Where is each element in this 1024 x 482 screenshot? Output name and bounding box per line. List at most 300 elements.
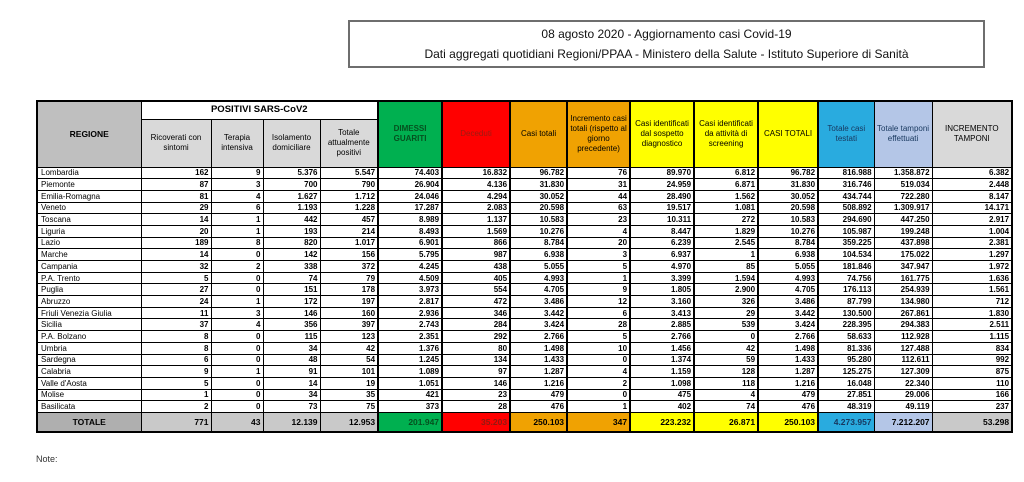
- region-name-cell: Liguria: [37, 225, 141, 237]
- value-cell: 3: [567, 249, 630, 261]
- region-name-cell: Valle d'Aosta: [37, 377, 141, 389]
- value-cell: 5: [567, 261, 630, 273]
- value-cell: 1.433: [510, 354, 567, 366]
- value-cell: 326: [694, 296, 758, 308]
- region-name-cell: Molise: [37, 389, 141, 401]
- value-cell: 3.973: [378, 284, 442, 296]
- value-cell: 146: [442, 377, 510, 389]
- value-cell: 75: [320, 401, 378, 413]
- value-cell: 20.598: [758, 202, 818, 214]
- value-cell: 1: [567, 272, 630, 284]
- value-cell: 6: [567, 307, 630, 319]
- table-row: [37, 167, 1012, 179]
- region-name-cell: Basilicata: [37, 401, 141, 413]
- value-cell: 30.052: [510, 190, 567, 202]
- value-cell: 30.052: [758, 190, 818, 202]
- value-cell: 1.829: [694, 225, 758, 237]
- value-cell: 1.245: [378, 354, 442, 366]
- value-cell: 31: [567, 179, 630, 191]
- value-cell: 4.970: [630, 261, 694, 273]
- value-cell: 178: [320, 284, 378, 296]
- value-cell: 1.159: [630, 366, 694, 378]
- region-name-cell: Sardegna: [37, 354, 141, 366]
- value-cell: 3.486: [510, 296, 567, 308]
- value-cell: 1.569: [442, 225, 510, 237]
- table-row: [37, 331, 1012, 343]
- column-header-terapia-intensiva: Terapia intensiva: [211, 119, 263, 167]
- value-cell: 31.830: [510, 179, 567, 191]
- value-cell: 54: [320, 354, 378, 366]
- table-row: [37, 202, 1012, 214]
- value-cell: 89.970: [630, 167, 694, 179]
- value-cell: 1.498: [758, 342, 818, 354]
- value-cell: 3.442: [510, 307, 567, 319]
- value-cell: 6.812: [694, 167, 758, 179]
- table-row: [37, 179, 1012, 191]
- column-header-casi-testati: Totale casi testati: [818, 101, 874, 167]
- value-cell: 91: [263, 366, 320, 378]
- value-cell: 43: [211, 412, 263, 432]
- value-cell: 12.953: [320, 412, 378, 432]
- value-cell: 508.892: [818, 202, 874, 214]
- value-cell: 101: [320, 366, 378, 378]
- column-group-positivi: POSITIVI SARS-CoV2: [141, 101, 378, 119]
- value-cell: 0: [211, 354, 263, 366]
- value-cell: 16.832: [442, 167, 510, 179]
- value-cell: 3: [211, 307, 263, 319]
- value-cell: 10.583: [510, 214, 567, 226]
- value-cell: 2.766: [630, 331, 694, 343]
- value-cell: 6.901: [378, 237, 442, 249]
- value-cell: 79: [320, 272, 378, 284]
- value-cell: 87.799: [818, 296, 874, 308]
- value-cell: 447.250: [874, 214, 932, 226]
- value-cell: 80: [442, 342, 510, 354]
- value-cell: 8.784: [758, 237, 818, 249]
- value-cell: 48: [263, 354, 320, 366]
- value-cell: 519.034: [874, 179, 932, 191]
- region-name-cell: Calabria: [37, 366, 141, 378]
- value-cell: 5.547: [320, 167, 378, 179]
- value-cell: 475: [630, 389, 694, 401]
- value-cell: 0: [694, 331, 758, 343]
- value-cell: 23: [567, 214, 630, 226]
- note-label: Note:: [36, 454, 58, 464]
- value-cell: 3: [211, 179, 263, 191]
- value-cell: 81: [141, 190, 211, 202]
- value-cell: 8.784: [510, 237, 567, 249]
- value-cell: 112.611: [874, 354, 932, 366]
- column-header-dimessi-guariti: DIMESSI GUARITI: [378, 101, 442, 167]
- value-cell: 32: [141, 261, 211, 273]
- value-cell: 1.972: [932, 261, 1012, 273]
- region-name-cell: Marche: [37, 249, 141, 261]
- value-cell: 130.500: [818, 307, 874, 319]
- value-cell: 402: [630, 401, 694, 413]
- value-cell: 27: [141, 284, 211, 296]
- value-cell: 127.488: [874, 342, 932, 354]
- value-cell: 1.297: [932, 249, 1012, 261]
- value-cell: 2.545: [694, 237, 758, 249]
- value-cell: 1.287: [758, 366, 818, 378]
- value-cell: 1: [141, 389, 211, 401]
- region-name-cell: Campania: [37, 261, 141, 273]
- value-cell: 4: [567, 225, 630, 237]
- value-cell: 254.939: [874, 284, 932, 296]
- value-cell: 189: [141, 237, 211, 249]
- value-cell: 24.959: [630, 179, 694, 191]
- report-title-box: [348, 20, 985, 68]
- value-cell: 479: [510, 389, 567, 401]
- column-header-casi-totali-2: CASI TOTALI: [758, 101, 818, 167]
- value-cell: 37: [141, 319, 211, 331]
- value-cell: 0: [211, 377, 263, 389]
- value-cell: 125.275: [818, 366, 874, 378]
- value-cell: 7.212.207: [874, 412, 932, 432]
- value-cell: 74.403: [378, 167, 442, 179]
- value-cell: 267.861: [874, 307, 932, 319]
- region-name-cell: P.A. Trento: [37, 272, 141, 284]
- value-cell: 2.885: [630, 319, 694, 331]
- value-cell: 34: [263, 389, 320, 401]
- value-cell: 1.358.872: [874, 167, 932, 179]
- value-cell: 2.351: [378, 331, 442, 343]
- value-cell: 14.171: [932, 202, 1012, 214]
- value-cell: 199.248: [874, 225, 932, 237]
- value-cell: 156: [320, 249, 378, 261]
- table-row: [37, 389, 1012, 401]
- value-cell: 29.006: [874, 389, 932, 401]
- value-cell: 421: [378, 389, 442, 401]
- value-cell: 1.216: [510, 377, 567, 389]
- value-cell: 8.989: [378, 214, 442, 226]
- value-cell: 5: [141, 377, 211, 389]
- value-cell: 0: [211, 342, 263, 354]
- value-cell: 1.561: [932, 284, 1012, 296]
- value-cell: 110: [932, 377, 1012, 389]
- value-cell: 1.309.917: [874, 202, 932, 214]
- value-cell: 1.115: [932, 331, 1012, 343]
- value-cell: 134.980: [874, 296, 932, 308]
- value-cell: 34: [263, 342, 320, 354]
- value-cell: 2.900: [694, 284, 758, 296]
- value-cell: 2: [141, 401, 211, 413]
- value-cell: 1.636: [932, 272, 1012, 284]
- value-cell: 437.898: [874, 237, 932, 249]
- column-header-isolamento: Isolamento domiciliare: [263, 119, 320, 167]
- value-cell: 554: [442, 284, 510, 296]
- value-cell: 875: [932, 366, 1012, 378]
- value-cell: 3.399: [630, 272, 694, 284]
- value-cell: 128: [694, 366, 758, 378]
- value-cell: 1: [211, 366, 263, 378]
- value-cell: 31.830: [758, 179, 818, 191]
- value-cell: 3.424: [510, 319, 567, 331]
- value-cell: 161.775: [874, 272, 932, 284]
- value-cell: 6.871: [694, 179, 758, 191]
- value-cell: 2.381: [932, 237, 1012, 249]
- value-cell: 14: [141, 214, 211, 226]
- value-cell: 2.817: [378, 296, 442, 308]
- value-cell: 0: [211, 401, 263, 413]
- value-cell: 722.280: [874, 190, 932, 202]
- value-cell: 4.136: [442, 179, 510, 191]
- value-cell: 1.712: [320, 190, 378, 202]
- table-row: [37, 237, 1012, 249]
- value-cell: 115: [263, 331, 320, 343]
- column-header-screening: Casi identificati da attività di screening: [694, 101, 758, 167]
- value-cell: 6.382: [932, 167, 1012, 179]
- header-row-group: [37, 101, 1012, 119]
- region-name-cell: Puglia: [37, 284, 141, 296]
- value-cell: 1.805: [630, 284, 694, 296]
- value-cell: 28.490: [630, 190, 694, 202]
- value-cell: 85: [694, 261, 758, 273]
- value-cell: 1: [211, 296, 263, 308]
- value-cell: 372: [320, 261, 378, 273]
- total-label-cell: TOTALE: [37, 412, 141, 432]
- value-cell: 4: [567, 366, 630, 378]
- table-row: [37, 225, 1012, 237]
- value-cell: 134: [442, 354, 510, 366]
- value-cell: 162: [141, 167, 211, 179]
- value-cell: 10.311: [630, 214, 694, 226]
- value-cell: 28: [567, 319, 630, 331]
- value-cell: 1.627: [263, 190, 320, 202]
- value-cell: 1.456: [630, 342, 694, 354]
- value-cell: 866: [442, 237, 510, 249]
- value-cell: 4.993: [510, 272, 567, 284]
- value-cell: 20: [567, 237, 630, 249]
- region-name-cell: Umbria: [37, 342, 141, 354]
- value-cell: 146: [263, 307, 320, 319]
- column-header-totale-positivi: Totale attualmente positivi: [320, 119, 378, 167]
- value-cell: 10.276: [758, 225, 818, 237]
- value-cell: 0: [567, 389, 630, 401]
- region-name-cell: Lazio: [37, 237, 141, 249]
- value-cell: 4.705: [510, 284, 567, 296]
- value-cell: 250.103: [510, 412, 567, 432]
- value-cell: 2: [211, 261, 263, 273]
- value-cell: 3.413: [630, 307, 694, 319]
- value-cell: 3.486: [758, 296, 818, 308]
- value-cell: 2.743: [378, 319, 442, 331]
- value-cell: 6.937: [630, 249, 694, 261]
- value-cell: 74.756: [818, 272, 874, 284]
- value-cell: 347: [567, 412, 630, 432]
- value-cell: 4.509: [378, 272, 442, 284]
- value-cell: 6.938: [758, 249, 818, 261]
- value-cell: 1.374: [630, 354, 694, 366]
- value-cell: 10.276: [510, 225, 567, 237]
- value-cell: 1.081: [694, 202, 758, 214]
- value-cell: 223.232: [630, 412, 694, 432]
- table-body: [37, 167, 1012, 412]
- region-name-cell: Lombardia: [37, 167, 141, 179]
- value-cell: 1.137: [442, 214, 510, 226]
- value-cell: 29: [141, 202, 211, 214]
- value-cell: 316.746: [818, 179, 874, 191]
- table-footer: [37, 412, 1012, 432]
- value-cell: 14: [263, 377, 320, 389]
- table-row: [37, 319, 1012, 331]
- value-cell: 24.046: [378, 190, 442, 202]
- value-cell: 26.871: [694, 412, 758, 432]
- value-cell: 816.988: [818, 167, 874, 179]
- value-cell: 2.917: [932, 214, 1012, 226]
- region-name-cell: Sicilia: [37, 319, 141, 331]
- report-subtitle: Dati aggregati quotidiani Regioni/PPAA - Ministero della Salute - Istituto Superiore di Sanità: [424, 46, 909, 61]
- value-cell: 476: [510, 401, 567, 413]
- value-cell: 49.119: [874, 401, 932, 413]
- value-cell: 1.089: [378, 366, 442, 378]
- value-cell: 347.947: [874, 261, 932, 273]
- value-cell: 96.782: [510, 167, 567, 179]
- value-cell: 6.938: [510, 249, 567, 261]
- value-cell: 27.851: [818, 389, 874, 401]
- table-row: [37, 354, 1012, 366]
- value-cell: 0: [211, 331, 263, 343]
- value-cell: 1: [211, 225, 263, 237]
- value-cell: 53.298: [932, 412, 1012, 432]
- table-row: [37, 366, 1012, 378]
- value-cell: 1.193: [263, 202, 320, 214]
- table-row: [37, 272, 1012, 284]
- value-cell: 59: [694, 354, 758, 366]
- value-cell: 8.447: [630, 225, 694, 237]
- value-cell: 405: [442, 272, 510, 284]
- value-cell: 5.795: [378, 249, 442, 261]
- value-cell: 834: [932, 342, 1012, 354]
- value-cell: 151: [263, 284, 320, 296]
- value-cell: 771: [141, 412, 211, 432]
- value-cell: 442: [263, 214, 320, 226]
- value-cell: 73: [263, 401, 320, 413]
- value-cell: 1.830: [932, 307, 1012, 319]
- value-cell: 3.424: [758, 319, 818, 331]
- value-cell: 1.287: [510, 366, 567, 378]
- value-cell: 2.511: [932, 319, 1012, 331]
- value-cell: 292: [442, 331, 510, 343]
- table-row: [37, 377, 1012, 389]
- covid-data-table: [36, 100, 1013, 433]
- value-cell: 1.562: [694, 190, 758, 202]
- value-cell: 42: [694, 342, 758, 354]
- value-cell: 438: [442, 261, 510, 273]
- value-cell: 6: [211, 202, 263, 214]
- value-cell: 250.103: [758, 412, 818, 432]
- value-cell: 397: [320, 319, 378, 331]
- value-cell: 58.633: [818, 331, 874, 343]
- value-cell: 0: [211, 272, 263, 284]
- value-cell: 294.383: [874, 319, 932, 331]
- value-cell: 118: [694, 377, 758, 389]
- region-name-cell: Emilia-Romagna: [37, 190, 141, 202]
- value-cell: 35: [320, 389, 378, 401]
- region-name-cell: Piemonte: [37, 179, 141, 191]
- value-cell: 9: [141, 366, 211, 378]
- value-cell: 359.225: [818, 237, 874, 249]
- value-cell: 228.395: [818, 319, 874, 331]
- table-row: [37, 401, 1012, 413]
- value-cell: 457: [320, 214, 378, 226]
- value-cell: 74: [694, 401, 758, 413]
- value-cell: 123: [320, 331, 378, 343]
- value-cell: 0: [211, 249, 263, 261]
- value-cell: 104.534: [818, 249, 874, 261]
- value-cell: 9: [567, 284, 630, 296]
- value-cell: 112.928: [874, 331, 932, 343]
- value-cell: 17.287: [378, 202, 442, 214]
- value-cell: 6.239: [630, 237, 694, 249]
- value-cell: 338: [263, 261, 320, 273]
- table-row: [37, 214, 1012, 226]
- value-cell: 6: [141, 354, 211, 366]
- value-cell: 8.493: [378, 225, 442, 237]
- value-cell: 23: [442, 389, 510, 401]
- value-cell: 5.376: [263, 167, 320, 179]
- value-cell: 127.309: [874, 366, 932, 378]
- region-name-cell: Toscana: [37, 214, 141, 226]
- value-cell: 26.904: [378, 179, 442, 191]
- value-cell: 539: [694, 319, 758, 331]
- value-cell: 479: [758, 389, 818, 401]
- value-cell: 19: [320, 377, 378, 389]
- region-name-cell: Friuli Venezia Giulia: [37, 307, 141, 319]
- value-cell: 172: [263, 296, 320, 308]
- column-header-casi-totali: Casi totali: [510, 101, 567, 167]
- value-cell: 237: [932, 401, 1012, 413]
- value-cell: 434.744: [818, 190, 874, 202]
- value-cell: 0: [211, 284, 263, 296]
- value-cell: 700: [263, 179, 320, 191]
- column-header-regione: REGIONE: [37, 101, 141, 167]
- region-name-cell: P.A. Bolzano: [37, 331, 141, 343]
- value-cell: 81.336: [818, 342, 874, 354]
- value-cell: 3.160: [630, 296, 694, 308]
- value-cell: 820: [263, 237, 320, 249]
- column-header-deceduti: Deceduti: [442, 101, 510, 167]
- value-cell: 8: [141, 342, 211, 354]
- value-cell: 5.055: [510, 261, 567, 273]
- value-cell: 5: [141, 272, 211, 284]
- value-cell: 2.766: [510, 331, 567, 343]
- total-row: [37, 412, 1012, 432]
- value-cell: 24: [141, 296, 211, 308]
- value-cell: 166: [932, 389, 1012, 401]
- value-cell: 4.705: [758, 284, 818, 296]
- value-cell: 2.448: [932, 179, 1012, 191]
- column-header-ricoverati: Ricoverati con sintomi: [141, 119, 211, 167]
- value-cell: 12.139: [263, 412, 320, 432]
- value-cell: 74: [263, 272, 320, 284]
- value-cell: 63: [567, 202, 630, 214]
- value-cell: 1.098: [630, 377, 694, 389]
- value-cell: 1.051: [378, 377, 442, 389]
- table-row: [37, 261, 1012, 273]
- value-cell: 97: [442, 366, 510, 378]
- value-cell: 1.594: [694, 272, 758, 284]
- value-cell: 44: [567, 190, 630, 202]
- value-cell: 16.048: [818, 377, 874, 389]
- column-header-incremento-tamponi: INCREMENTO TAMPONI: [932, 101, 1012, 167]
- column-header-incremento-casi: Incremento casi totali (rispetto al giorno precedente): [567, 101, 630, 167]
- value-cell: 712: [932, 296, 1012, 308]
- value-cell: 356: [263, 319, 320, 331]
- value-cell: 5: [567, 331, 630, 343]
- value-cell: 87: [141, 179, 211, 191]
- value-cell: 346: [442, 307, 510, 319]
